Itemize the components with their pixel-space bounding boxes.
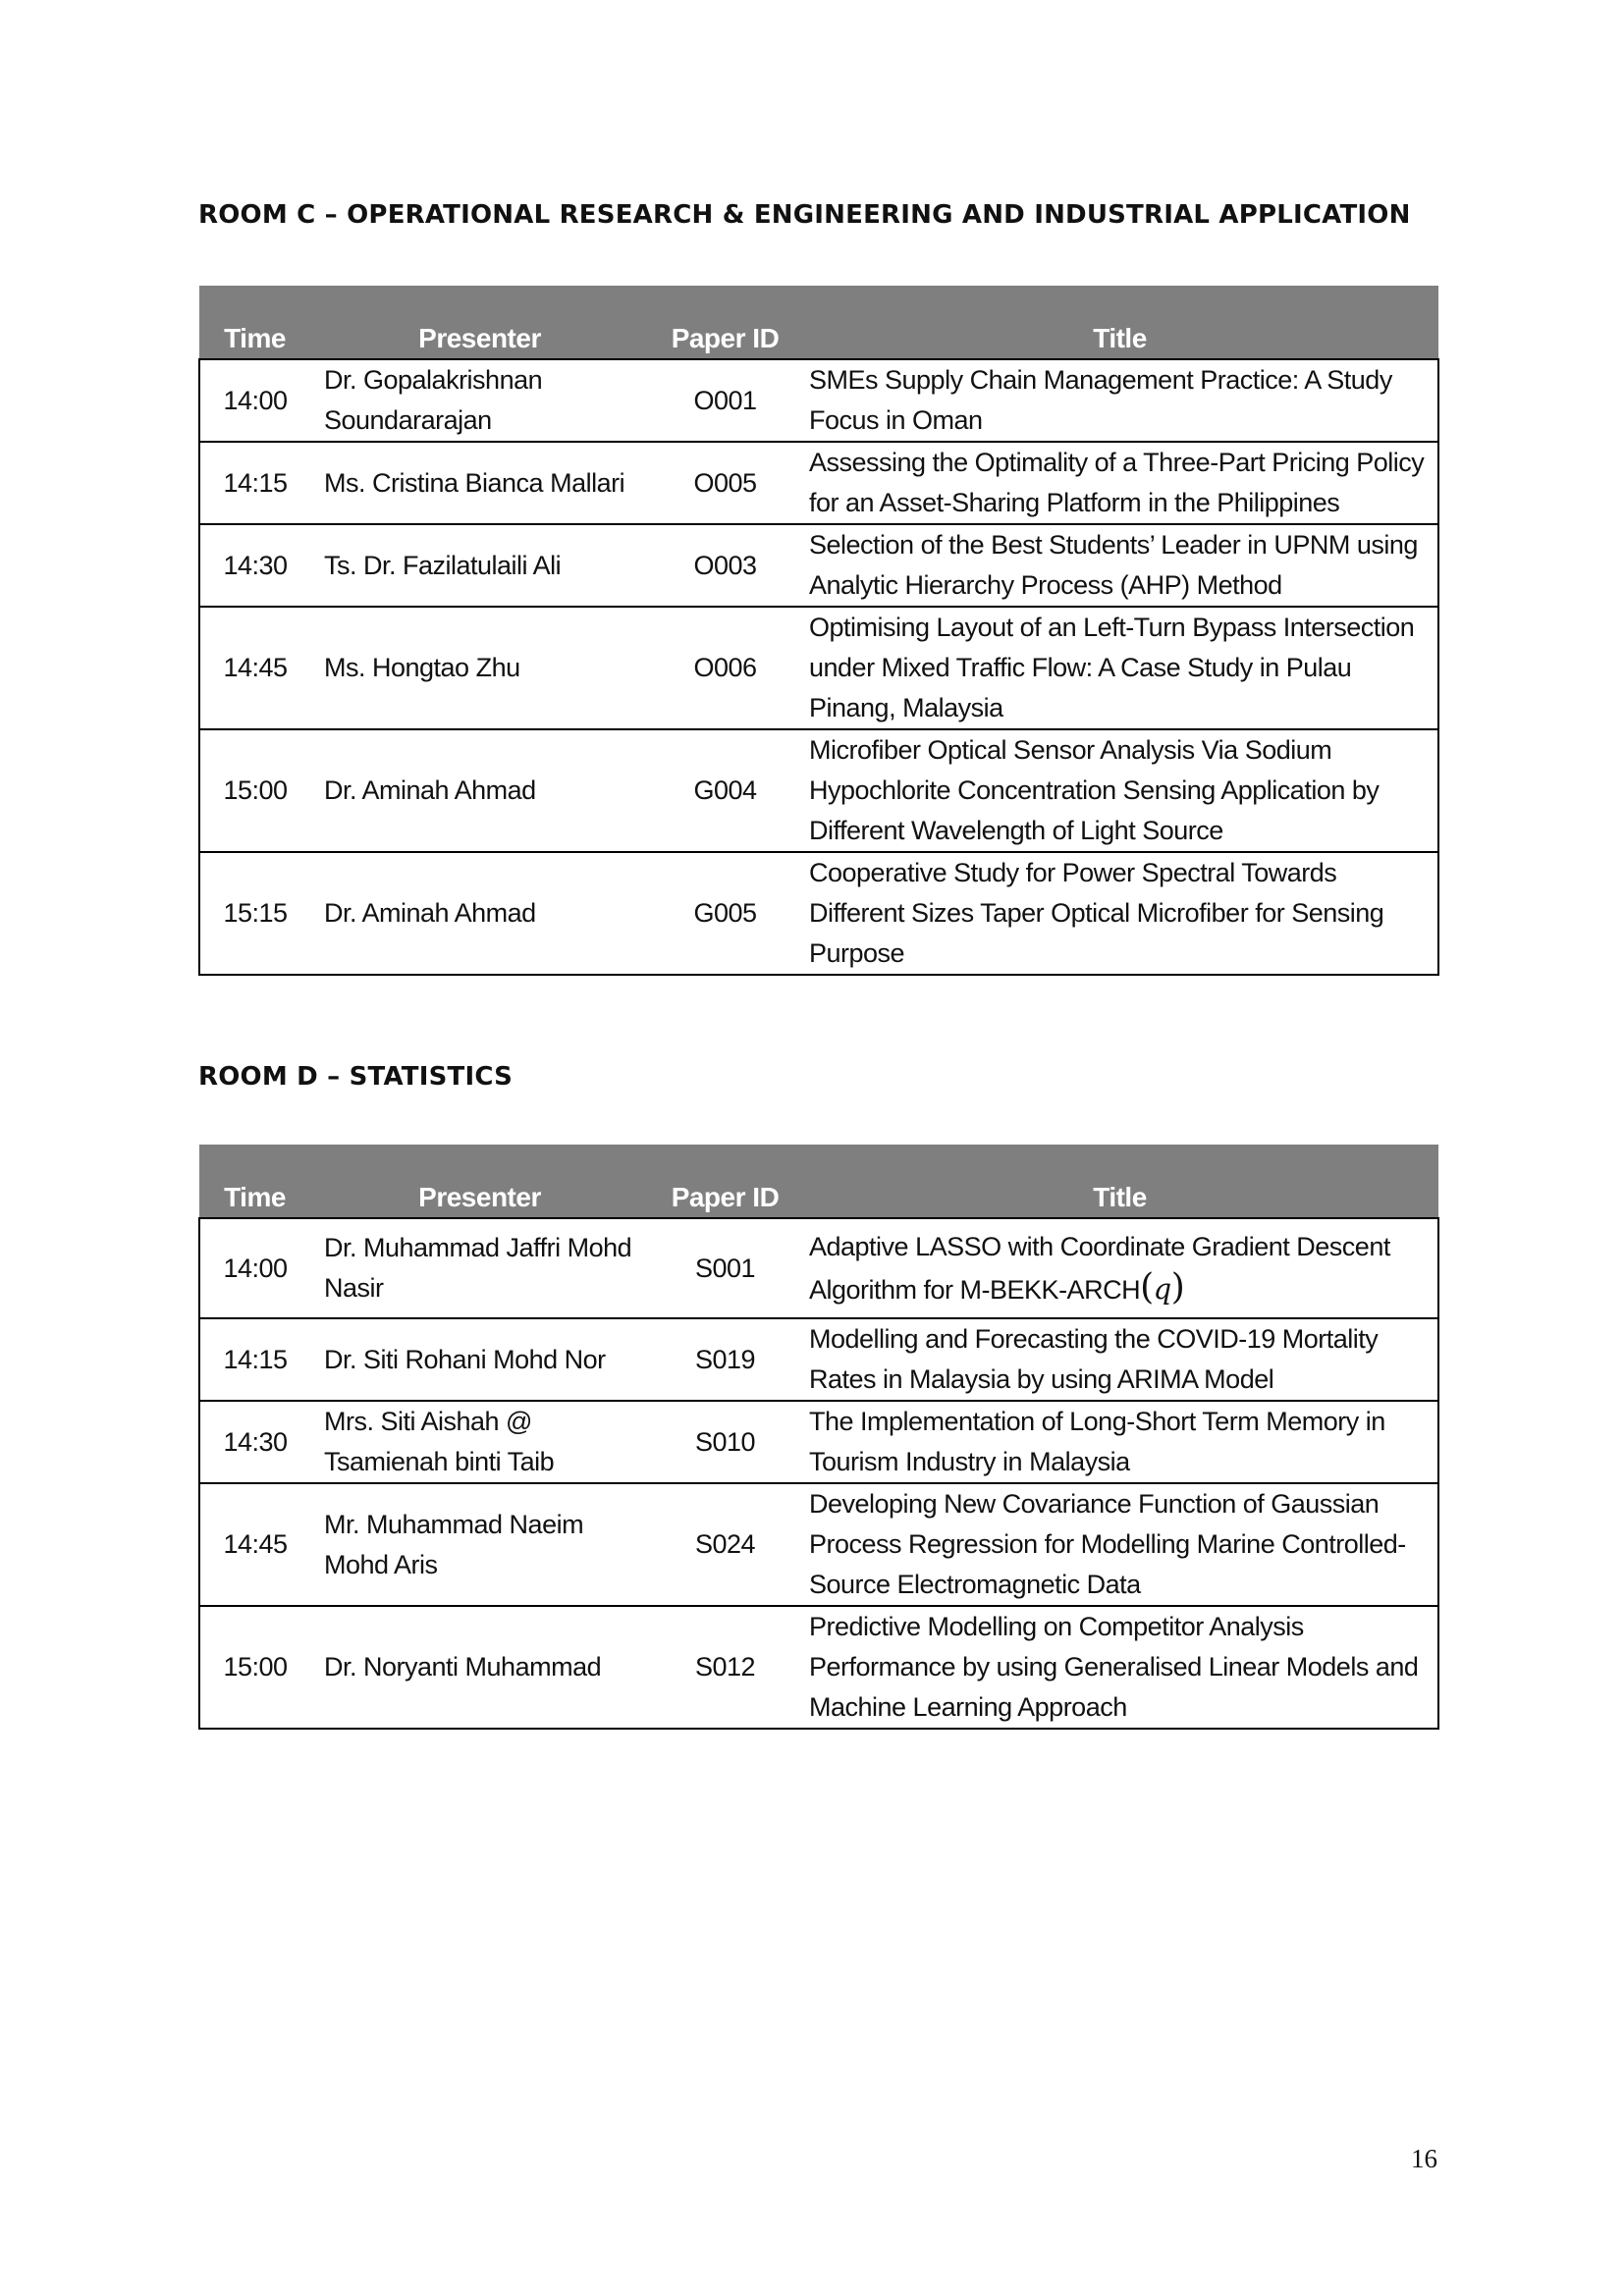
paper-id-cell: G005 xyxy=(649,852,801,975)
column-header-presenter: Presenter xyxy=(310,286,649,359)
title-cell: Selection of the Best Students’ Leader in UPNM using Analytic Hierarchy Process (AHP) Method xyxy=(801,524,1438,607)
presenter-cell: Mrs. Siti Aishah @ Tsamienah binti Taib xyxy=(310,1401,649,1483)
table-header-row xyxy=(199,1145,1438,1218)
column-header-presenter: Presenter xyxy=(310,1145,649,1218)
presenter-cell: Ts. Dr. Fazilatulaili Ali xyxy=(310,524,649,607)
title-cell: Cooperative Study for Power Spectral Towards Different Sizes Taper Optical Microfiber for Sensing Purpose xyxy=(801,852,1438,975)
presenter-cell: Dr. Noryanti Muhammad xyxy=(310,1606,649,1729)
paper-id-cell: O006 xyxy=(649,607,801,729)
title-cell: Developing New Covariance Function of Gaussian Process Regression for Modelling Marine Controlled-Source Electromagnetic Data xyxy=(801,1483,1438,1606)
paper-id-cell: S010 xyxy=(649,1401,801,1483)
title-cell: The Implementation of Long-Short Term Memory in Tourism Industry in Malaysia xyxy=(801,1401,1438,1483)
table-row xyxy=(199,1318,1438,1401)
table-row xyxy=(199,1606,1438,1729)
table-header-row xyxy=(199,286,1438,359)
title-cell xyxy=(801,1218,1438,1318)
paper-id-cell: S001 xyxy=(649,1218,801,1318)
math-variable-q: q xyxy=(1153,1271,1171,1306)
room-c-schedule-table xyxy=(198,286,1439,976)
table-row xyxy=(199,1483,1438,1606)
title-cell: Microfiber Optical Sensor Analysis Via Sodium Hypochlorite Concentration Sensing Application by Different Wavelength of Light Source xyxy=(801,729,1438,852)
title-cell: Predictive Modelling on Competitor Analysis Performance by using Generalised Linear Models and Machine Learning Approach xyxy=(801,1606,1438,1729)
time-cell: 14:00 xyxy=(199,1218,310,1318)
table-row xyxy=(199,524,1438,607)
presenter-cell: Dr. Gopalakrishnan Soundararajan xyxy=(310,359,649,442)
presenter-cell: Dr. Aminah Ahmad xyxy=(310,729,649,852)
column-header-paper-id: Paper ID xyxy=(649,1145,801,1218)
column-header-time: Time xyxy=(199,286,310,359)
time-cell: 14:30 xyxy=(199,524,310,607)
presenter-cell: Ms. Cristina Bianca Mallari xyxy=(310,442,649,524)
column-header-title: Title xyxy=(801,1145,1438,1218)
column-header-title: Title xyxy=(801,286,1438,359)
paper-id-cell: S019 xyxy=(649,1318,801,1401)
paper-id-cell: O005 xyxy=(649,442,801,524)
title-cell: Assessing the Optimality of a Three-Part Pricing Policy for an Asset-Sharing Platform in the Philippines xyxy=(801,442,1438,524)
time-cell: 15:15 xyxy=(199,852,310,975)
presenter-cell: Mr. Muhammad Naeim Mohd Aris xyxy=(310,1483,649,1606)
table-row xyxy=(199,852,1438,975)
title-cell: Optimising Layout of an Left-Turn Bypass Intersection under Mixed Traffic Flow: A Case Study in Pulau Pinang, Malaysia xyxy=(801,607,1438,729)
table-row xyxy=(199,729,1438,852)
title-text: Adaptive LASSO with Coordinate Gradient Descent Algorithm for M-BEKK-ARCH xyxy=(809,1231,1390,1305)
column-header-time: Time xyxy=(199,1145,310,1218)
title-cell: Modelling and Forecasting the COVID-19 Mortality Rates in Malaysia by using ARIMA Model xyxy=(801,1318,1438,1401)
page-number: 16 xyxy=(1411,2144,1437,2173)
table-row xyxy=(199,359,1438,442)
paper-id-cell: O001 xyxy=(649,359,801,442)
paper-id-cell: G004 xyxy=(649,729,801,852)
title-cell: SMEs Supply Chain Management Practice: A Study Focus in Oman xyxy=(801,359,1438,442)
time-cell: 14:00 xyxy=(199,359,310,442)
time-cell: 14:15 xyxy=(199,442,310,524)
math-open-paren: ( xyxy=(1140,1266,1154,1308)
paper-id-cell: S012 xyxy=(649,1606,801,1729)
presenter-cell: Dr. Siti Rohani Mohd Nor xyxy=(310,1318,649,1401)
presenter-cell: Ms. Hongtao Zhu xyxy=(310,607,649,729)
time-cell: 14:45 xyxy=(199,1483,310,1606)
table-row xyxy=(199,1401,1438,1483)
time-cell: 14:15 xyxy=(199,1318,310,1401)
column-header-paper-id: Paper ID xyxy=(649,286,801,359)
paper-id-cell: O003 xyxy=(649,524,801,607)
time-cell: 14:30 xyxy=(199,1401,310,1483)
paper-id-cell: S024 xyxy=(649,1483,801,1606)
math-close-paren: ) xyxy=(1170,1266,1185,1308)
table-row xyxy=(199,607,1438,729)
table-row xyxy=(199,442,1438,524)
room-d-schedule-table xyxy=(198,1145,1439,1730)
room-c-heading: ROOM C – OPERATIONAL RESEARCH & ENGINEERING AND INDUSTRIAL APPLICATION xyxy=(198,200,1411,230)
time-cell: 15:00 xyxy=(199,729,310,852)
time-cell: 14:45 xyxy=(199,607,310,729)
table-row xyxy=(199,1218,1438,1318)
presenter-cell: Dr. Aminah Ahmad xyxy=(310,852,649,975)
room-d-heading: ROOM D – STATISTICS xyxy=(198,1062,514,1092)
time-cell: 15:00 xyxy=(199,1606,310,1729)
presenter-cell: Dr. Muhammad Jaffri Mohd Nasir xyxy=(310,1218,649,1318)
